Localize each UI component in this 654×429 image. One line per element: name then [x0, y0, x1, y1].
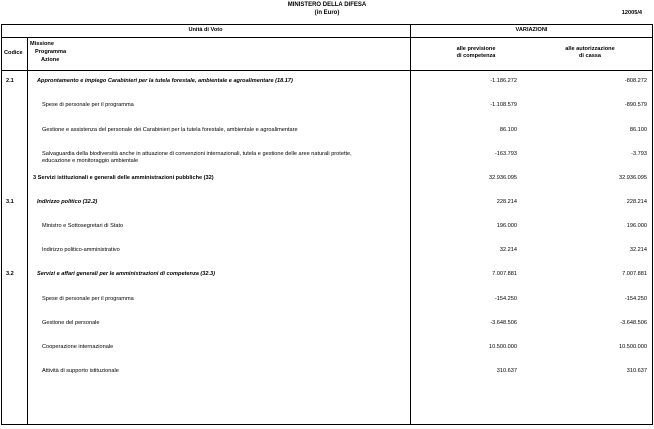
value-cassa: -154.250: [624, 296, 647, 302]
value-cassa: 7.007.881: [622, 271, 647, 277]
row-codice: 2.1: [6, 78, 14, 84]
header-cassa-line2: di cassa: [578, 53, 602, 59]
value-competenza: -1.108.579: [490, 102, 517, 108]
value-competenza: -1.186.272: [490, 78, 517, 84]
azione-label: Gestione e assistenza del personale dei Carabinieri per la tutela forestale, ambientale e agroalimentare: [42, 127, 298, 133]
programma-title: Servizi e affari generali per le amministrazioni di competenza (32.3): [37, 271, 216, 277]
row-codice: 3.2: [6, 271, 14, 277]
header-programma: Programma: [35, 49, 67, 55]
value-cassa: 228.214: [626, 199, 647, 205]
value-cassa: -808.272: [624, 78, 647, 84]
value-competenza: 228.214: [496, 199, 517, 205]
value-competenza: 310.637: [496, 368, 517, 374]
value-cassa: 196.000: [626, 223, 647, 229]
document-code: 12005/4: [621, 10, 642, 16]
programma-title: Approntamento e impiego Carabinieri per la tutela forestale, ambientale e agroalimentare (18.17): [37, 78, 293, 84]
value-cassa: 32.936.095: [619, 175, 647, 181]
header-variazioni: VARIAZIONI: [515, 27, 548, 33]
value-competenza: 32.936.095: [489, 175, 517, 181]
azione-label: Gestione del personale: [42, 320, 100, 326]
value-competenza: 10.500.000: [489, 344, 517, 350]
currency-note: (in Euro): [314, 10, 340, 16]
value-competenza: 86.100: [499, 127, 517, 133]
header-unita-di-voto: Unità di Voto: [188, 27, 223, 33]
azione-label-line2: educazione e monitoraggio ambientale: [42, 158, 139, 164]
value-competenza: -3.648.506: [490, 320, 517, 326]
value-competenza: -163.793: [494, 151, 517, 157]
ministry-title: MINISTERO DELLA DIFESA: [287, 2, 367, 8]
header-cassa-line1: alle autorizzazione: [565, 46, 615, 52]
value-cassa: -3.793: [631, 151, 647, 157]
value-competenza: 32.214: [499, 247, 517, 253]
value-competenza: -154.250: [494, 296, 517, 302]
value-competenza: 7.007.881: [492, 271, 517, 277]
value-competenza: 196.000: [496, 223, 517, 229]
header-competenza-line2: di competenza: [456, 53, 496, 59]
azione-label-line1: Salvaguardia della biodiversità anche in attuazione di convenzioni internazionali, tutela e gestione delle aree naturali protette,: [42, 151, 352, 157]
azione-label: Spese di personale per il programma: [42, 102, 134, 108]
azione-label: Indirizzo politico-amministrativo: [42, 247, 120, 253]
value-cassa: 32.214: [629, 247, 647, 253]
value-cassa: 86.100: [629, 127, 647, 133]
azione-label: Ministro e Sottosegretari di Stato: [42, 223, 124, 229]
header-codice: Codice: [4, 50, 23, 56]
azione-label: Spese di personale per il programma: [42, 296, 134, 302]
header-competenza-line1: alle previsione: [456, 46, 496, 52]
azione-label: Attività di supporto istituzionale: [42, 368, 119, 374]
value-cassa: -890.579: [624, 102, 647, 108]
header-missione: Missione: [30, 41, 54, 47]
value-cassa: 10.500.000: [619, 344, 647, 350]
programma-title: Indirizzo politico (32.2): [37, 199, 98, 205]
azione-label: Cooperazione internazionale: [42, 344, 114, 350]
header-azione: Azione: [41, 57, 60, 63]
value-cassa: 310.637: [626, 368, 647, 374]
missione-title: 3 Servizi istituzionali e generali delle amministrazioni pubbliche (32): [33, 175, 214, 181]
row-codice: 3.1: [6, 199, 14, 205]
value-cassa: -3.648.506: [620, 320, 647, 326]
